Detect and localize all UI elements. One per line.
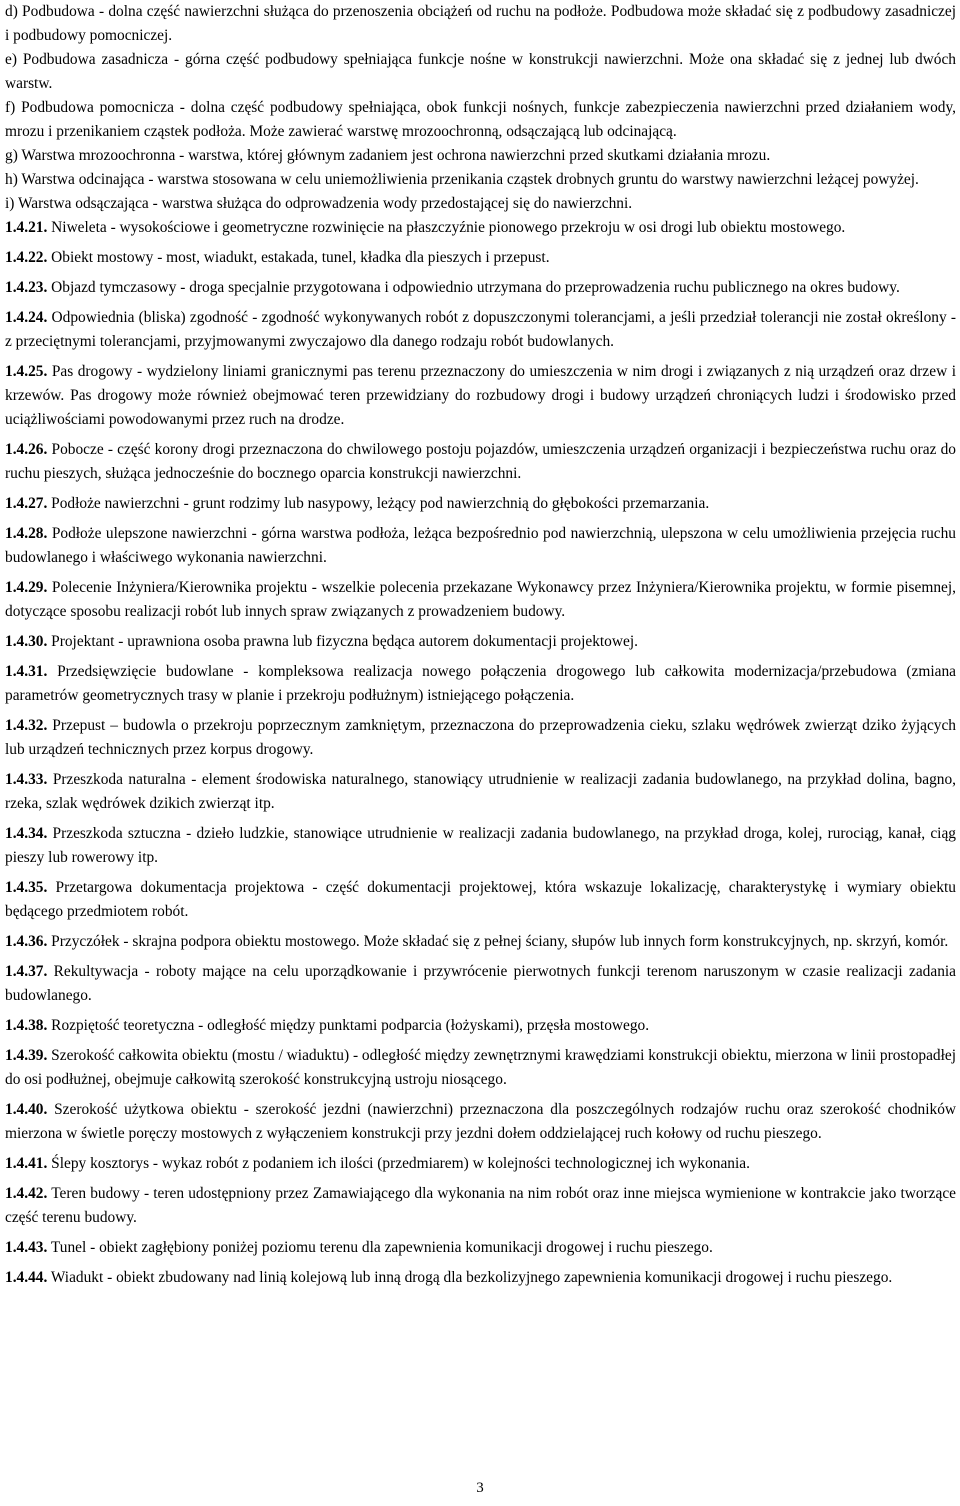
sub-item-g: g) Warstwa mrozoochronna - warstwa, której głównym zadaniem jest ochrona nawierzchni przed skutkami działania mrozu. xyxy=(5,147,771,164)
definition-number: 1.4.23. xyxy=(5,279,48,296)
definition-text: Odpowiednia (bliska) zgodność - zgodność wykonywanych robót z dopuszczonymi tolerancjami, a jeśli przedział tolerancji nie został określony - z przeciętnymi tolerancjami, przyjmowanymi zwyczajowo dla danego rodzaju robót budowlanych. xyxy=(5,309,956,350)
definition-number: 1.4.36. xyxy=(5,933,48,950)
sub-item-e: e) Podbudowa zasadnicza - górna część podbudowy spełniająca funkcje nośne w konstrukcji nawierzchni. Może ona składać się z jednej lub dwóch warstw. xyxy=(5,51,956,92)
definition-1-4-38 xyxy=(5,1014,956,1038)
definition-1-4-33 xyxy=(5,768,956,816)
definition-text: Wiadukt - obiekt zbudowany nad linią kolejową lub inną drogą dla bezkolizyjnego zapewnienia komunikacji drogowej i ruchu pieszego. xyxy=(47,1269,893,1286)
definition-number: 1.4.31. xyxy=(5,663,48,680)
definition-1-4-34 xyxy=(5,822,956,870)
definition-text: Projektant - uprawniona osoba prawna lub fizyczna będąca autorem dokumentacji projektowej. xyxy=(47,633,638,650)
sub-item-d: d) Podbudowa - dolna część nawierzchni służąca do przenoszenia obciążeń od ruchu na podłoże. Podbudowa może składać się z podbudowy zasadniczej i podbudowy pomocniczej. xyxy=(5,3,956,44)
sub-item-f: f) Podbudowa pomocnicza - dolna część podbudowy spełniająca, obok funkcji nośnych, funkcje zabezpieczenia nawierzchni przed działaniem wody, mrozu i przenikaniem cząstek podłoża. Może zawierać warstwę mrozoochronną, odsączającą lub odcinającą. xyxy=(5,99,956,140)
definition-1-4-28 xyxy=(5,522,956,570)
definition-text: Przepust – budowla o przekroju poprzecznym zamkniętym, przeznaczona do przeprowadzenia cieku, szlaku wędrówek zwierząt dziko żyjących lub urządzeń technicznych przez korpus drogowy. xyxy=(5,717,956,758)
sub-item-h: h) Warstwa odcinająca - warstwa stosowana w celu uniemożliwienia przenikania cząstek drobnych gruntu do warstwy nawierzchni leżącej powyżej. xyxy=(5,171,919,188)
definition-number: 1.4.38. xyxy=(5,1017,48,1034)
definition-text: Podłoże nawierzchni - grunt rodzimy lub nasypowy, leżący pod nawierzchnią do głębokości przemarzania. xyxy=(47,495,710,512)
definition-text: Objazd tymczasowy - droga specjalnie przygotowana i odpowiednio utrzymana do przeprowadzenia ruchu publicznego na okres budowy. xyxy=(47,279,900,296)
definition-number: 1.4.41. xyxy=(5,1155,48,1172)
definition-number: 1.4.44. xyxy=(5,1269,48,1286)
definition-1-4-21 xyxy=(5,216,956,240)
definition-text: Przeszkoda sztuczna - dzieło ludzkie, stanowiące utrudnienie w realizacji zadania budowlanego, na przykład droga, kolej, rurociąg, kanał, ciąg pieszy lub rowerowy itp. xyxy=(5,825,956,866)
definition-text: Szerokość całkowita obiektu (mostu / wiaduktu) - odległość między zewnętrznymi krawędziami konstrukcji obiektu, mierzona w linii prostopadłej do osi podłużnej, obejmuje całkowitą szerokość konstrukcyjną ustroju niosącego. xyxy=(5,1047,956,1088)
definition-text: Obiekt mostowy - most, wiadukt, estakada, tunel, kładka dla pieszych i przepust. xyxy=(47,249,550,266)
definition-number: 1.4.43. xyxy=(5,1239,48,1256)
definition-1-4-37 xyxy=(5,960,956,1008)
page-number: 3 xyxy=(476,1480,484,1496)
definition-1-4-23 xyxy=(5,276,956,300)
definition-text: Pobocze - część korony drogi przeznaczona do chwilowego postoju pojazdów, umieszczenia urządzeń organizacji i bezpieczeństwa ruchu oraz do ruchu pieszych, służąca jednocześnie do bocznego oparcia konstrukcji nawierzchni. xyxy=(5,441,956,482)
definition-text: Polecenie Inżyniera/Kierownika projektu - wszelkie polecenia przekazane Wykonawcy przez Inżyniera/Kierownika projektu, w formie pisemnej, dotyczące sposobu realizacji robót lub innych spraw związanych z prowadzeniem budowy. xyxy=(5,579,956,620)
definition-number: 1.4.35. xyxy=(5,879,48,896)
definition-1-4-44 xyxy=(5,1266,956,1290)
definition-text: Teren budowy - teren udostępniony przez Zamawiającego dla wykonania na nim robót oraz inne miejsca wymienione w kontrakcie jako tworzące część terenu budowy. xyxy=(5,1185,956,1226)
definition-number: 1.4.28. xyxy=(5,525,48,542)
definition-number: 1.4.26. xyxy=(5,441,48,458)
definition-number: 1.4.37. xyxy=(5,963,48,980)
sub-item-list xyxy=(5,0,956,216)
sub-item-i: i) Warstwa odsączająca - warstwa służąca do odprowadzenia wody przedostającej się do nawierzchni. xyxy=(5,195,633,212)
definition-number: 1.4.40. xyxy=(5,1101,48,1118)
definition-list xyxy=(5,216,956,1290)
definition-number: 1.4.21. xyxy=(5,219,48,236)
definition-1-4-30 xyxy=(5,630,956,654)
definition-number: 1.4.34. xyxy=(5,825,48,842)
definition-text: Przeszkoda naturalna - element środowiska naturalnego, stanowiący utrudnienie w realizacji zadania budowlanego, na przykład dolina, bagno, rzeka, szlak wędrówek dzikich zwierząt itp. xyxy=(5,771,956,812)
definition-number: 1.4.25. xyxy=(5,363,48,380)
definition-1-4-25 xyxy=(5,360,956,432)
definition-1-4-41 xyxy=(5,1152,956,1176)
definition-1-4-40 xyxy=(5,1098,956,1146)
definition-text: Tunel - obiekt zagłębiony poniżej poziomu terenu dla zapewnienia komunikacji drogowej i ruchu pieszego. xyxy=(47,1239,713,1256)
definition-number: 1.4.32. xyxy=(5,717,48,734)
definition-1-4-35 xyxy=(5,876,956,924)
definition-1-4-24 xyxy=(5,306,956,354)
document-page xyxy=(5,0,956,1290)
definition-1-4-27 xyxy=(5,492,956,516)
definition-number: 1.4.33. xyxy=(5,771,48,788)
definition-1-4-32 xyxy=(5,714,956,762)
definition-number: 1.4.27. xyxy=(5,495,48,512)
definition-1-4-31 xyxy=(5,660,956,708)
definition-1-4-39 xyxy=(5,1044,956,1092)
definition-1-4-36 xyxy=(5,930,956,954)
definition-1-4-22 xyxy=(5,246,956,270)
definition-text: Szerokość użytkowa obiektu - szerokość jezdni (nawierzchni) przeznaczona dla poszczególnych rodzajów ruchu oraz szerokość chodników mierzona w świetle poręczy mostowych z wyłączeniem konstrukcji przy jezdni dołem oddzielającej ruch kołowy od ruchu pieszego. xyxy=(5,1101,956,1142)
definition-text: Rekultywacja - roboty mające na celu uporządkowanie i przywrócenie pierwotnych funkcji terenom naruszonym w czasie realizacji zadania budowlanego. xyxy=(5,963,956,1004)
definition-text: Niweleta - wysokościowe i geometryczne rozwinięcie na płaszczyźnie pionowego przekroju w osi drogi lub obiektu mostowego. xyxy=(47,219,846,236)
definition-text: Przetargowa dokumentacja projektowa - część dokumentacji projektowej, która wskazuje lokalizację, charakterystykę i wymiary obiektu będącego przedmiotem robót. xyxy=(5,879,956,920)
definition-1-4-43 xyxy=(5,1236,956,1260)
definition-number: 1.4.29. xyxy=(5,579,48,596)
definition-1-4-26 xyxy=(5,438,956,486)
definition-text: Przyczółek - skrajna podpora obiektu mostowego. Może składać się z pełnej ściany, słupów lub innych form konstrukcyjnych, np. skrzyń, komór. xyxy=(47,933,949,950)
definition-number: 1.4.30. xyxy=(5,633,48,650)
definition-1-4-29 xyxy=(5,576,956,624)
definition-text: Podłoże ulepszone nawierzchni - górna warstwa podłoża, leżąca bezpośrednio pod nawierzchnią, ulepszona w celu umożliwienia przejęcia ruchu budowlanego i właściwego wykonania nawierzchni. xyxy=(5,525,956,566)
definition-number: 1.4.24. xyxy=(5,309,48,326)
definition-number: 1.4.22. xyxy=(5,249,48,266)
definition-number: 1.4.42. xyxy=(5,1185,48,1202)
definition-1-4-42 xyxy=(5,1182,956,1230)
definition-number: 1.4.39. xyxy=(5,1047,48,1064)
definition-text: Ślepy kosztorys - wykaz robót z podaniem ich ilości (przedmiarem) w kolejności technologicznej ich wykonania. xyxy=(47,1155,750,1172)
definition-text: Pas drogowy - wydzielony liniami granicznymi pas terenu przeznaczony do umieszczenia w nim drogi i związanych z nią urządzeń oraz drzew i krzewów. Pas drogowy może również obejmować teren przewidziany do rozbudowy drogi i budowy urządzeń chroniących ludzi i środowisko przed uciążliwościami powodowanymi przez ruch na drodze. xyxy=(5,363,956,428)
definition-text: Przedsięwzięcie budowlane - kompleksowa realizacja nowego połączenia drogowego lub całkowita modernizacja/przebudowa (zmiana parametrów geometrycznych trasy w planie i przekroju podłużnym) istniejącego połączenia. xyxy=(5,663,956,704)
definition-text: Rozpiętość teoretyczna - odległość między punktami podparcia (łożyskami), przęsła mostowego. xyxy=(47,1017,650,1034)
